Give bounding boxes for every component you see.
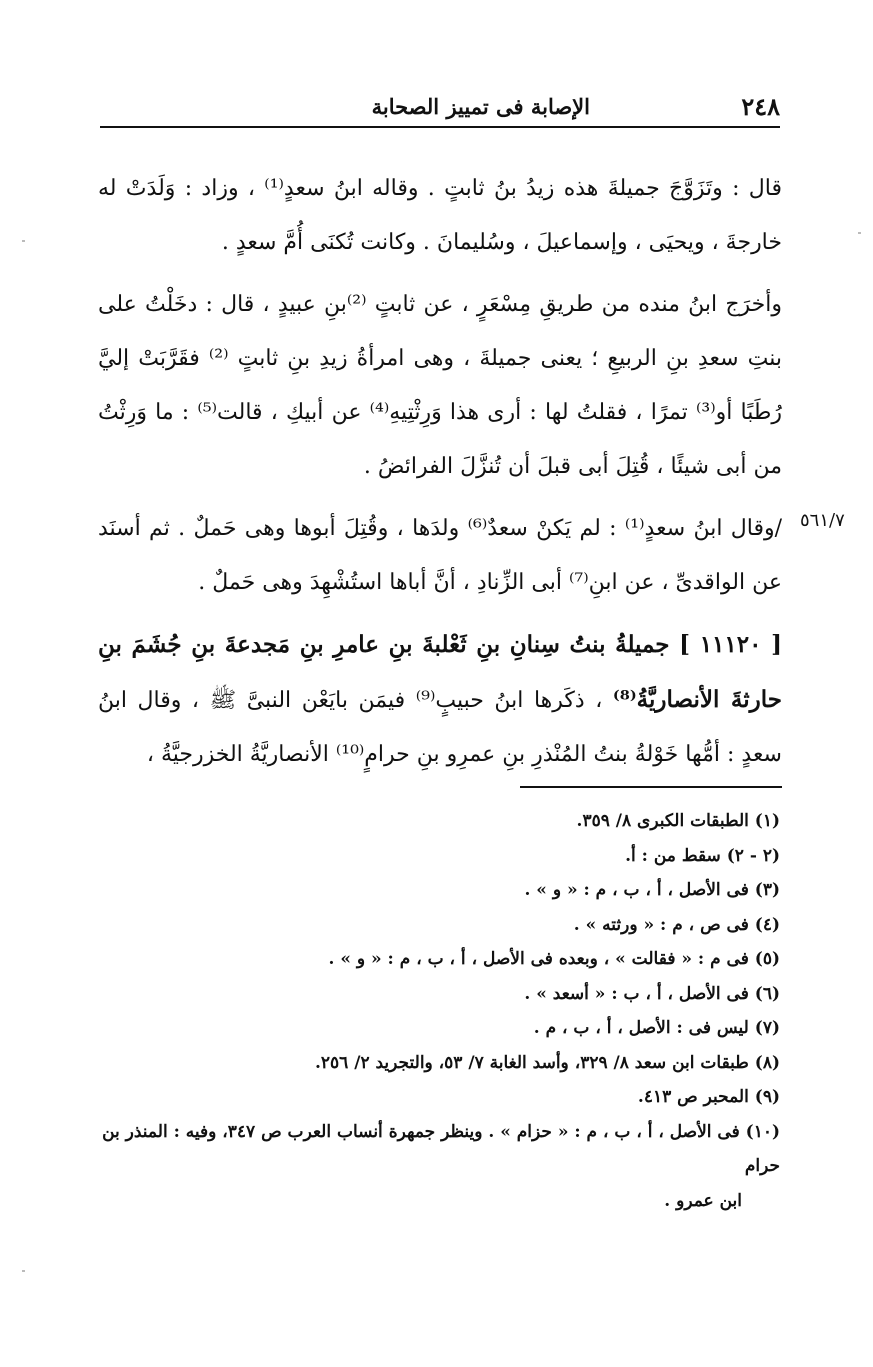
- footnote: (٢ - ٢) سقط من : أ.: [625, 845, 780, 866]
- header-rule: [100, 126, 780, 128]
- scan-speck: [22, 1270, 25, 1272]
- footnote: (٧) ليس فى : الأصل ، أ ، ب ، م .: [533, 1018, 780, 1038]
- entry-text: ، ذكَرها ابنُ حبيبٍ⁽⁹⁾ فيمَن بايَعْن النبىَّ ﷺ ، وقال ابنُ سعدٍ : أمُّها خَوْلةُ بنتُ المُنْذرِ بنِ عمرِو بنِ حرامٍ⁽¹⁰⁾ الأنصاريَّةُ الخزرجيَّةُ ،: [98, 688, 782, 767]
- footnote: (٤) فى ص ، م : « ورثته » .: [573, 914, 780, 935]
- margin-volume-page-reference: ٥٦١/٧: [800, 510, 845, 531]
- biography-entry: [98, 618, 782, 782]
- footnote: (١٠) فى الأصل ، أ ، ب ، م : « حزام » . وينظر جمهرة أنساب العرب ص ٣٤٧، وفيه : المنذر بن حرام: [102, 1121, 780, 1176]
- footnote-rule: [520, 786, 782, 788]
- footnotes: [98, 804, 780, 1218]
- footnote: (١) الطبقات الكبرى ٨/ ٣٥٩.: [576, 811, 780, 831]
- running-header: [100, 92, 780, 122]
- entry-heading: [ ١١١٢٠ ] جميلةُ بنتُ سِنانِ بنِ ثَعْلبةَ بنِ عامرِ بنِ مَجدعةَ بنِ جُشَمَ بنِ حارثةَ الأنصاريَّةُ⁽⁸⁾: [98, 631, 782, 713]
- scan-speck: [858, 232, 861, 234]
- body-paragraph: قال : وتَزَوَّجَ جميلةَ هذه زيدُ بنُ ثابتٍ . وقاله ابنُ سعدٍ⁽¹⁾ ، وزاد : وَلَدَتْ له خارجةَ ، ويحيَى ، وإسماعيلَ ، وسُليمانَ . وكانت تُكنَى أُمَّ سعدٍ .: [98, 176, 782, 255]
- scan-speck: [22, 240, 25, 242]
- footnote: (٦) فى الأصل ، أ ، ب : « أسعد » .: [524, 983, 780, 1004]
- footnote: (٨) طبقات ابن سعد ٨/ ٣٢٩، وأسد الغابة ٧/ ٥٣، والتجريد ٢/ ٢٥٦.: [314, 1052, 780, 1073]
- footnote: (٣) فى الأصل ، أ ، ب ، م : « و » .: [524, 880, 780, 900]
- footnote-continuation: ابن عمرو .: [664, 1190, 742, 1211]
- body-paragraph: وأخرَج ابنُ منده من طريقِ مِسْعَرٍ ، عن ثابتٍ ⁽²⁾بنِ عبيدٍ ، قال : دخَلْتُ على بنتِ سعدِ بنِ الربيعِ ؛ يعنى جميلةَ ، وهى امرأةُ زيدِ بنِ ثابتٍ ⁽²⁾ فقَرَّبَتْ إليَّ رُطَبًا أو⁽³⁾ تمرًا ، فقلتُ لها : أرى هذا وَرِثْتِيهِ⁽⁴⁾ عن أبيكِ ، قالت⁽⁵⁾ : ما وَرِثْتُ من أبى شيئًا ، قُتِلَ أبى قبلَ أن تُنزَّلَ الفرائضُ .: [98, 292, 782, 479]
- page-number: ٢٤٨: [741, 92, 780, 121]
- footnote: (٩) المحبر ص ٤١٣.: [637, 1087, 780, 1107]
- main-text: [98, 162, 782, 782]
- footnote: (٥) فى م : « فقالت » ، وبعده فى الأصل ، أ ، ب ، م : « و » .: [328, 949, 780, 969]
- running-title: الإصابة فى تمييز الصحابة: [371, 94, 590, 119]
- body-paragraph: /وقال ابنُ سعدٍ⁽¹⁾ : لم يَكنْ سعدٌ⁽⁶⁾ ولدَها ، وقُتِلَ أبوها وهى حَملٌ . ثم أسنَد عن الواقدىِّ ، عن ابنِ⁽⁷⁾ أبى الزِّنادِ ، أنَّ أباها استُشْهِدَ وهى حَملٌ .: [98, 516, 782, 595]
